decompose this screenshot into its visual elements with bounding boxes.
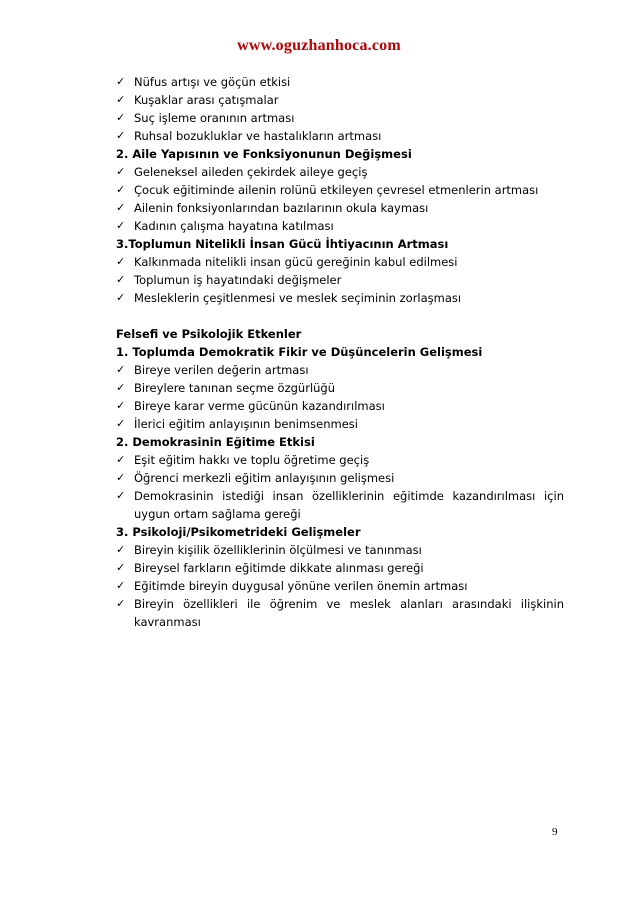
checkmark-icon: ✓ [116, 399, 126, 412]
list-item [116, 577, 564, 595]
section-heading: Felsefi ve Psikolojik Etkenler [116, 327, 302, 341]
list-item [116, 541, 564, 559]
checkmark-icon: ✓ [116, 129, 126, 142]
checkmark-icon: ✓ [116, 543, 126, 556]
list-item-text: Nüfus artışı ve göçün etkisi [134, 75, 291, 89]
checkmark-icon: ✓ [116, 381, 126, 394]
checkmark-icon: ✓ [116, 165, 126, 178]
checkmark-icon: ✓ [116, 561, 126, 574]
checkmark-icon: ✓ [116, 453, 126, 466]
list-item [116, 379, 564, 397]
list-item [116, 163, 564, 181]
subheading-family-structure: 2. Aile Yapısının ve Fonksiyonunun Değişmesi [116, 147, 412, 161]
list-item-text: Bireylere tanınan seçme özgürlüğü [134, 381, 336, 395]
checkmark-icon: ✓ [116, 75, 126, 88]
checkmark-icon: ✓ [116, 471, 126, 484]
checkmark-icon: ✓ [116, 291, 126, 304]
list-item-text: Geleneksel aileden çekirdek aileye geçiş [134, 165, 368, 179]
checkmark-icon: ✓ [116, 597, 126, 610]
list-item [116, 595, 564, 631]
list-item [116, 91, 564, 109]
page-number: 9 [552, 826, 558, 838]
list-item [116, 127, 564, 145]
list-item-text: Suç işleme oranının artması [134, 111, 295, 125]
list-item [116, 253, 564, 271]
list-item-text: Bireye verilen değerin artması [134, 363, 309, 377]
subheading-workforce: 3.Toplumun Nitelikli İnsan Gücü İhtiyacının Artması [116, 237, 449, 251]
list-item [116, 271, 564, 289]
list-item [116, 73, 564, 91]
list-item [116, 487, 564, 523]
checkmark-icon: ✓ [116, 201, 126, 214]
paragraph-gap [116, 307, 564, 325]
list-item [116, 199, 564, 217]
list-item-text: Öğrenci merkezli eğitim anlayışının gelişmesi [134, 471, 395, 485]
list-item-text: Mesleklerin çeşitlenmesi ve meslek seçiminin zorlaşması [134, 291, 462, 305]
list-item-text: Toplumun iş hayatındaki değişmeler [134, 273, 342, 287]
checkmark-icon: ✓ [116, 219, 126, 232]
list-item-text: Kalkınmada nitelikli insan gücü gereğinin kabul edilmesi [134, 255, 458, 269]
list-item-text: Eğitimde bireyin duygusal yönüne verilen önemin artması [134, 579, 468, 593]
checkmark-icon: ✓ [116, 93, 126, 106]
list-item-text: Eşit eğitim hakkı ve toplu öğretime geçiş [134, 453, 370, 467]
subheading-democracy-education: 2. Demokrasinin Eğitime Etkisi [116, 435, 315, 449]
list-item-text: Kadının çalışma hayatına katılması [134, 219, 334, 233]
list-item-text: Bireyin kişilik özelliklerinin ölçülmesi ve tanınması [134, 543, 422, 557]
list-item [116, 217, 564, 235]
checkmark-icon: ✓ [116, 363, 126, 376]
list-item-text: Bireye karar verme gücünün kazandırılması [134, 399, 385, 413]
document-body [116, 73, 564, 631]
list-item-text: Ruhsal bozukluklar ve hastalıkların artması [134, 129, 382, 143]
checkmark-icon: ✓ [116, 417, 126, 430]
checkmark-icon: ✓ [116, 111, 126, 124]
list-item-text: İlerici eğitim anlayışının benimsenmesi [134, 417, 358, 431]
list-item [116, 109, 564, 127]
list-item-text: Bireyin özellikleri ile öğrenim ve meslek alanları arasındaki ilişkinin kavranması [134, 597, 564, 629]
checkmark-icon: ✓ [116, 255, 126, 268]
subheading-psychology: 3. Psikoloji/Psikometrideki Gelişmeler [116, 525, 361, 539]
list-item [116, 361, 564, 379]
list-item [116, 289, 564, 307]
subheading-democratic-ideas: 1. Toplumda Demokratik Fikir ve Düşüncelerin Gelişmesi [116, 345, 483, 359]
list-item [116, 559, 564, 577]
checkmark-icon: ✓ [116, 183, 126, 196]
list-item-text: Demokrasinin istediği insan özelliklerinin eğitimde kazandırılması için uygun ortam sağlama gereği [134, 489, 564, 521]
checkmark-icon: ✓ [116, 489, 126, 502]
list-item-text: Ailenin fonksiyonlarından bazılarının okula kayması [134, 201, 429, 215]
list-item-text: Kuşaklar arası çatışmalar [134, 93, 279, 107]
list-item [116, 415, 564, 433]
list-item-text: Çocuk eğitiminde ailenin rolünü etkileyen çevresel etmenlerin artması [134, 183, 539, 197]
list-item [116, 469, 564, 487]
list-item [116, 397, 564, 415]
checkmark-icon: ✓ [116, 273, 126, 286]
list-item-text: Bireysel farkların eğitimde dikkate alınması gereği [134, 561, 424, 575]
list-item [116, 181, 564, 199]
checkmark-icon: ✓ [116, 579, 126, 592]
list-item [116, 451, 564, 469]
site-header: www.oguzhanhoca.com [237, 37, 401, 54]
